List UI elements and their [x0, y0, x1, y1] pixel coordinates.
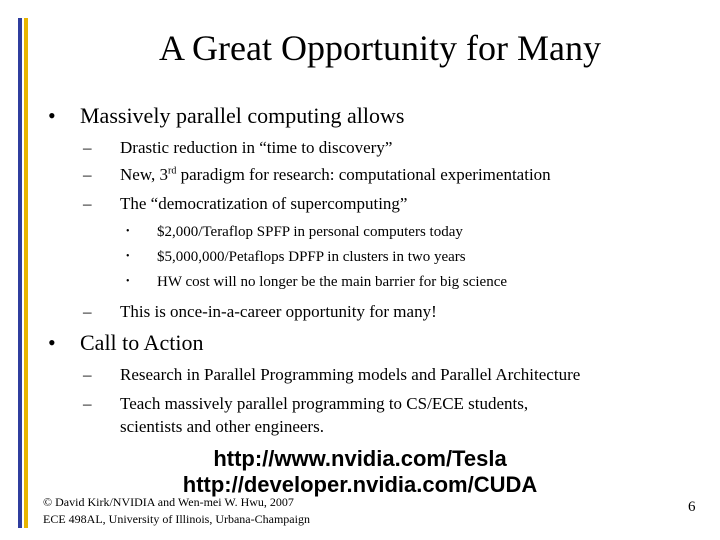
bullet-text: Massively parallel computing allows — [80, 103, 405, 128]
sub-bullet-time-to-discovery — [83, 137, 393, 159]
sub-bullet-text: Research in Parallel Programming models and Parallel Architecture — [120, 365, 581, 384]
tesla-link[interactable]: http://www.nvidia.com/Tesla — [213, 446, 507, 471]
sub-sub-bullet-text: $5,000,000/Petaflops DPFP in clusters in two years — [157, 249, 466, 265]
sub-bullet-teach — [83, 393, 529, 415]
sub-bullet-text: This is once-in-a-career opportunity for many! — [120, 302, 437, 321]
dash-marker: – — [83, 165, 92, 184]
sub-bullet-text-cont: scientists and other engineers. — [120, 417, 324, 436]
sub-sub-bullet-text: HW cost will no longer be the main barrier for big science — [157, 274, 508, 290]
footer-line-1: © David Kirk/NVIDIA and Wen-mei W. Hwu, 2007 — [43, 495, 294, 509]
bullet-marker: • — [48, 330, 56, 355]
bullet-massively-parallel — [48, 103, 405, 129]
sub-sub-bullet-text: $2,000/Teraflop SPFP in personal computers today — [157, 224, 463, 240]
dash-marker: – — [83, 138, 92, 157]
page-number: 6 — [688, 499, 696, 515]
sub-bullet-text-cont: paradigm for research: computational experimentation — [176, 165, 551, 184]
sub-bullet-text: Drastic reduction in “time to discovery” — [120, 138, 393, 157]
sub-bullet-teach-continued — [120, 416, 324, 438]
dash-marker: – — [83, 394, 92, 413]
sub-bullet-text: New, 3 — [120, 165, 168, 184]
sub-sub-bullet-hw-cost — [126, 272, 508, 292]
accent-bar-gold — [24, 18, 28, 528]
sub-bullet-once-in-a-career — [83, 301, 437, 323]
footer-copyright — [43, 494, 310, 528]
bullet-call-to-action — [48, 330, 204, 356]
dash-marker: – — [83, 194, 92, 213]
sub-bullet-text: Teach massively parallel programming to CS/ECE students, — [120, 394, 529, 413]
sub-bullet-democratization — [83, 193, 408, 215]
footer-line-2: ECE 498AL, University of Illinois, Urbana-Champaign — [43, 512, 310, 526]
bullet-marker: • — [48, 103, 56, 128]
dash-marker: – — [83, 365, 92, 384]
cuda-link[interactable]: http://developer.nvidia.com/CUDA — [182, 472, 538, 497]
small-bullet-marker: • — [126, 251, 130, 262]
small-bullet-marker: • — [126, 226, 130, 237]
dash-marker: – — [83, 302, 92, 321]
sub-sub-bullet-teraflop — [126, 222, 463, 242]
slide-title: A Great Opportunity for Many — [159, 28, 601, 68]
links-block — [150, 446, 570, 498]
accent-bar-blue — [18, 18, 22, 528]
sub-bullet-text: The “democratization of supercomputing” — [120, 194, 408, 213]
sub-bullet-third-paradigm — [83, 164, 551, 186]
bullet-text: Call to Action — [80, 330, 204, 355]
small-bullet-marker: • — [126, 276, 130, 287]
sub-bullet-research — [83, 364, 581, 386]
superscript: rd — [168, 165, 177, 177]
sub-sub-bullet-petaflops — [126, 247, 466, 267]
